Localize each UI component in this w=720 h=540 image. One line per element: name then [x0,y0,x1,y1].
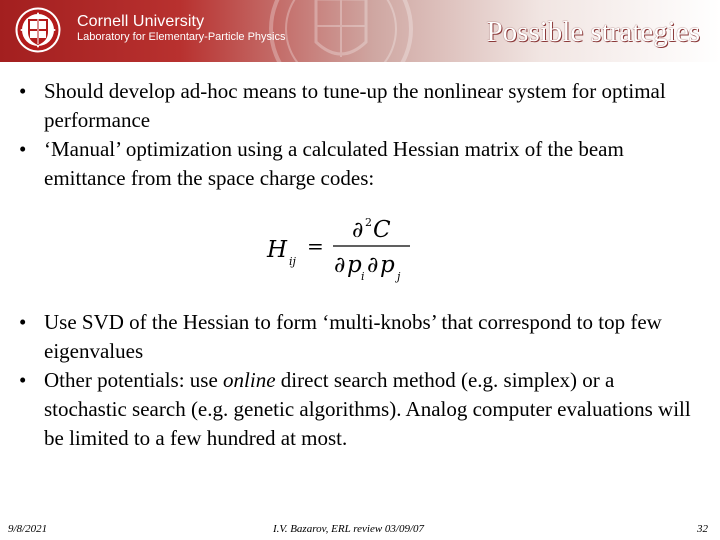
cornell-seal-logo [14,6,62,54]
formula-numerator-partial: ∂ [352,218,364,243]
university-name: Cornell University [77,13,205,30]
bullet-item: • Use SVD of the Hessian to form ‘multi-knobs’ that correspond to top few eigenvalues [18,308,698,366]
formula-denominator-partial-1: ∂ [334,253,346,278]
formula-denominator-subscript-2: j [397,270,401,283]
university-seal-watermark [266,0,416,62]
formula-denominator-p-2: p [380,252,395,278]
hessian-formula [260,212,420,292]
formula-denominator-partial-2: ∂ [367,253,379,278]
bullet-item-other-potentials [18,366,698,453]
formula-lhs-subscript: ij [289,255,296,268]
footer-page-number: 32 [697,523,708,535]
bullet-item: • Should develop ad-hoc means to tune-up the nonlinear system for optimal performance [18,77,698,135]
lab-name: Laboratory for Elementary-Particle Physics [77,31,286,43]
header-banner [0,0,720,62]
formula-equals: = [307,234,324,258]
formula-lhs-symbol: H [267,237,288,263]
formula-denominator-p-1: p [347,252,362,278]
footer-date: 9/8/2021 [8,523,48,535]
bullet-text-prefix: Other potentials: use [44,368,224,392]
footer-presentation-info: I.V. Bazarov, ERL review 03/09/07 [273,523,425,535]
bullet-text-italic: online [223,368,276,392]
bullet-item: • ‘Manual’ optimization using a calculated Hessian matrix of the beam emittance from the space charge codes: [18,135,698,193]
formula-denominator-subscript-1: i [361,270,365,283]
formula-numerator-power: 2 [365,216,372,229]
slide-title: Possible strategies [486,16,700,48]
formula-numerator-symbol: C [373,217,391,243]
bullet-text-suffix: direct search method (e.g. simplex) or a stochastic search (e.g. genetic algorithms). Analog computer evaluations will be limited to a few hundred at most. [44,368,691,450]
